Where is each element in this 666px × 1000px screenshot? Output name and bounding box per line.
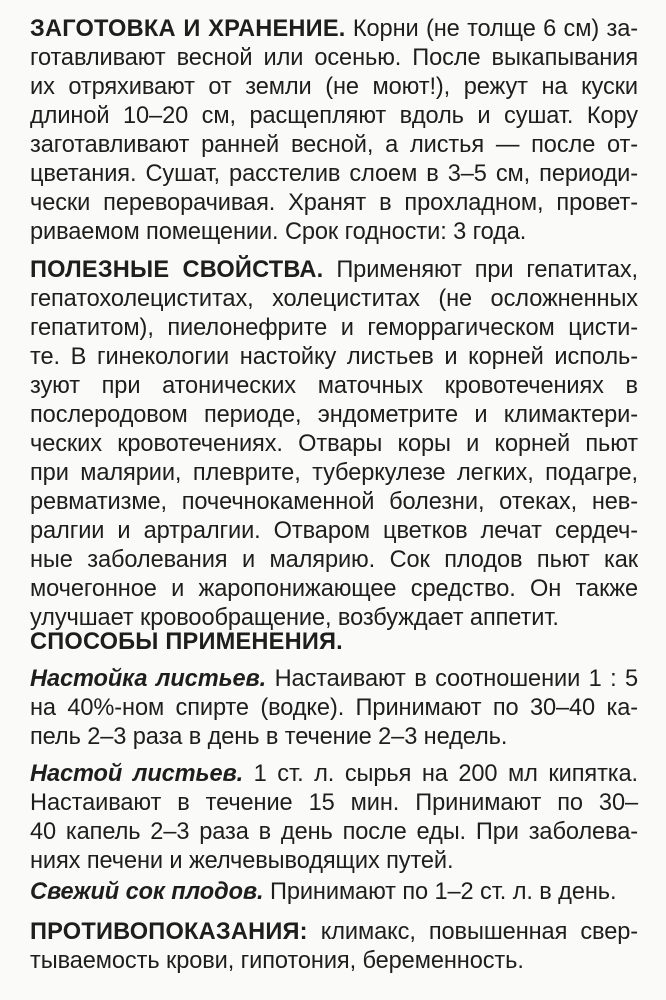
properties-line-7: ческих кровотечениях. Отвары коры и корней пьют: [30, 431, 638, 457]
tincture-line-1: Настойка листьев. Настаивают в соотношении 1 : 5: [30, 666, 639, 692]
tincture-line-3: пель 2–3 раза в день в течение 2–3 недель.: [30, 724, 508, 750]
juice-title: Свежий сок плодов.: [30, 879, 264, 905]
properties-line-4: те. В гинекологии настойку листьев и корней исполь-: [30, 344, 638, 370]
storage-line-8: риваемом помещении. Срок годности: 3 года.: [30, 219, 527, 245]
properties-line-3: гепатитом), пиелонефрите и геморрагическом цисти-: [30, 315, 638, 341]
infusion-line-4: ниях печени и желчевыводящих путей.: [30, 848, 454, 874]
storage-line-3: их отряхивают от земли (не моют!), режут на куски: [30, 74, 638, 100]
storage-line-4: длиной 10–20 см, расщепляют вдоль и сушат. Кору: [30, 103, 638, 129]
infusion-line-1: Настой листьев. 1 ст. л. сырья на 200 мл кипятка.: [30, 761, 638, 787]
properties-line-8: при малярии, плеврите, туберкулезе легких, подагре,: [30, 460, 638, 486]
infusion-line-2: Настаивают в течение 15 мин. Принимают по 30–: [30, 790, 638, 816]
juice-line-1: Свежий сок плодов. Принимают по 1–2 ст. л. в день.: [30, 879, 617, 905]
infusion-title: Настой листьев.: [30, 761, 244, 787]
storage-line-2: готавливают весной или осенью. После выкапывания: [30, 45, 638, 71]
contra-line-2: тываемость крови, гипотония, беременность.: [30, 948, 524, 974]
storage-line-5: заготавливают ранней весной, а листья — после от-: [30, 132, 638, 158]
properties-heading: ПОЛЕЗНЫЕ СВОЙСТВА.: [30, 257, 324, 283]
properties-line-11: ные заболевания и малярию. Сок плодов пьют как: [30, 547, 638, 573]
methods-heading: СПОСОБЫ ПРИМЕНЕНИЯ.: [30, 629, 343, 655]
properties-line-10: ралгии и артралгии. Отваром цветков лечат сердеч-: [30, 518, 638, 544]
properties-line-12: мочегонное и жаропонижающее средство. Он также: [30, 576, 638, 602]
storage-heading: ЗАГОТОВКА И ХРАНЕНИЕ.: [30, 16, 346, 42]
tincture-line-2: на 40%-ном спирте (водке). Принимают по 30–40 ка-: [30, 695, 638, 721]
properties-line-2: гепатохолециститах, холециститах (не осложненных: [30, 286, 638, 312]
infusion-line-3: 40 капель 2–3 раза в день после еды. При заболева-: [30, 819, 638, 845]
contra-line-1: ПРОТИВОПОКАЗАНИЯ: климакс, повышенная свер-: [30, 919, 638, 945]
properties-line-13: улучшает кровообращение, возбуждает аппетит.: [30, 605, 559, 631]
tincture-title: Настойка листьев.: [30, 666, 267, 692]
storage-line-7: чески переворачивая. Хранят в прохладном, провет-: [30, 190, 638, 216]
properties-line-1: ПОЛЕЗНЫЕ СВОЙСТВА. Применяют при гепатитах,: [30, 257, 638, 283]
properties-line-6: послеродовом периоде, эндометрите и климактери-: [30, 402, 638, 428]
properties-line-5: зуют при атонических маточных кровотечениях в: [30, 373, 638, 399]
storage-line-1: ЗАГОТОВКА И ХРАНЕНИЕ. Корни (не толще 6 см) за-: [30, 16, 638, 42]
storage-line-6: цветания. Сушат, расстелив слоем в 3–5 см, периоди-: [30, 161, 638, 187]
properties-line-9: ревматизме, почечнокаменной болезни, отеках, нев-: [30, 489, 638, 515]
contraindications-heading: ПРОТИВОПОКАЗАНИЯ:: [30, 919, 308, 945]
